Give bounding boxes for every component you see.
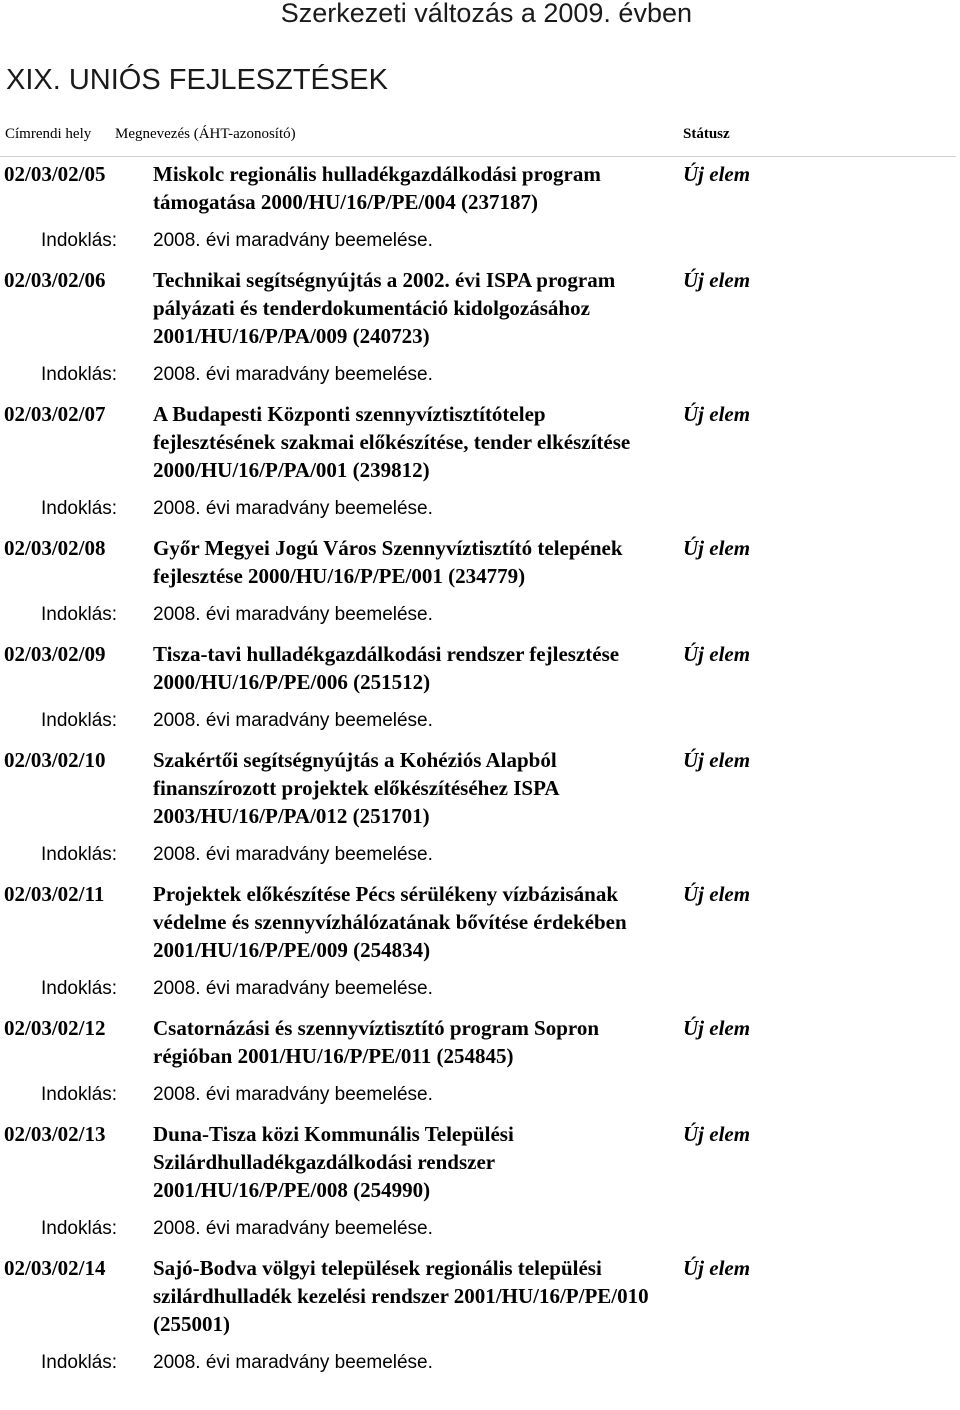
- list-item: [0, 1014, 960, 1120]
- entry-status: Új elem: [683, 1256, 751, 1280]
- entry-main: [0, 640, 673, 696]
- entry-status: Új elem: [683, 748, 751, 772]
- entry-name: Győr Megyei Jogú Város Szennyvíztisztító telepének fejlesztése 2000/HU/16/P/PE/001 (234779): [153, 536, 623, 588]
- entry-main: [0, 1014, 673, 1070]
- entry-name: Projektek előkészítése Pécs sérülékeny vízbázisának védelme és szennyvízhálózatának bővítése érdekében 2001/HU/16/P/PE/009 (254834): [153, 882, 627, 962]
- reason-label: Indoklás:: [41, 364, 118, 385]
- entry-reason: [0, 1338, 960, 1388]
- reason-text: 2008. évi maradvány beemelése.: [153, 710, 433, 731]
- list-item: [0, 1254, 960, 1388]
- entry-main: [0, 880, 673, 964]
- entry-reason: [0, 696, 960, 746]
- entry-name: Szakértői segítségnyújtás a Kohéziós Alapból finanszírozott projektek előkészítéséhez ISPA 2003/HU/16/P/PA/012 (251701): [153, 748, 559, 828]
- entry-status: Új elem: [683, 642, 751, 666]
- reason-label: Indoklás:: [41, 230, 118, 251]
- entry-code: 02/03/02/11: [4, 882, 105, 906]
- entry-reason: [0, 590, 960, 640]
- entry-reason: [0, 484, 960, 534]
- entry-name: Technikai segítségnyújtás a 2002. évi ISPA program pályázati és tenderdokumentáció kidolgozásához 2001/HU/16/P/PA/009 (240723): [153, 268, 616, 348]
- entry-status: Új elem: [683, 402, 751, 426]
- list-item: [0, 266, 960, 400]
- entry-main: [0, 400, 673, 484]
- entry-status: Új elem: [683, 268, 751, 292]
- entry-main: [0, 746, 673, 830]
- entry-code: 02/03/02/14: [4, 1256, 106, 1280]
- entry-list: [0, 160, 960, 1388]
- entry-reason: [0, 1070, 960, 1120]
- entry-name: Duna-Tisza közi Kommunális Települési Szilárdhulladékgazdálkodási rendszer 2001/HU/16/P/PE/008 (254990): [153, 1122, 514, 1202]
- entry-name: A Budapesti Központi szennyvíztisztítótelep fejlesztésének szakmai előkészítése, tender elkészítése 2000/HU/16/P/PA/001 (239812): [153, 402, 631, 482]
- reason-label: Indoklás:: [41, 1218, 118, 1239]
- header-divider: [0, 156, 956, 157]
- entry-status: Új elem: [683, 1016, 751, 1040]
- entry-code: 02/03/02/07: [4, 402, 106, 426]
- list-item: [0, 880, 960, 1014]
- reason-label: Indoklás:: [41, 978, 118, 999]
- entry-reason: [0, 216, 960, 266]
- entry-reason: [0, 964, 960, 1014]
- column-header-status: Státusz: [683, 126, 730, 142]
- column-headers: [0, 126, 960, 148]
- list-item: [0, 640, 960, 746]
- reason-text: 2008. évi maradvány beemelése.: [153, 844, 433, 865]
- entry-status: Új elem: [683, 162, 751, 186]
- reason-label: Indoklás:: [41, 1352, 118, 1373]
- entry-code: 02/03/02/05: [4, 162, 106, 186]
- entry-name: Csatornázási és szennyvíztisztító program Sopron régióban 2001/HU/16/P/PE/011 (254845): [153, 1016, 600, 1068]
- entry-reason: [0, 1204, 960, 1254]
- entry-reason: [0, 830, 960, 880]
- reason-label: Indoklás:: [41, 710, 118, 731]
- reason-text: 2008. évi maradvány beemelése.: [153, 604, 433, 625]
- reason-text: 2008. évi maradvány beemelése.: [153, 978, 433, 999]
- entry-name: Tisza-tavi hulladékgazdálkodási rendszer fejlesztése 2000/HU/16/P/PE/006 (251512): [153, 642, 620, 694]
- reason-text: 2008. évi maradvány beemelése.: [153, 1084, 433, 1105]
- reason-label: Indoklás:: [41, 1084, 118, 1105]
- reason-text: 2008. évi maradvány beemelése.: [153, 364, 433, 385]
- reason-label: Indoklás:: [41, 604, 118, 625]
- reason-text: 2008. évi maradvány beemelése.: [153, 230, 433, 251]
- list-item: [0, 160, 960, 266]
- entry-code: 02/03/02/13: [4, 1122, 106, 1146]
- entry-code: 02/03/02/10: [4, 748, 106, 772]
- reason-label: Indoklás:: [41, 498, 118, 519]
- list-item: [0, 400, 960, 534]
- entry-name: Sajó-Bodva völgyi települések regionális települési szilárdhulladék kezelési rendszer 2001/HU/16/P/PE/010 (255001): [153, 1256, 649, 1336]
- entry-main: [0, 534, 673, 590]
- entry-code: 02/03/02/08: [4, 536, 106, 560]
- list-item: [0, 1120, 960, 1254]
- entry-main: [0, 160, 673, 216]
- document-title: Szerkezeti változás a 2009. évben: [280, 0, 692, 28]
- entry-main: [0, 1254, 673, 1338]
- list-item: [0, 534, 960, 640]
- column-header-cimrendi: Címrendi hely: [5, 126, 92, 142]
- reason-text: 2008. évi maradvány beemelése.: [153, 1218, 433, 1239]
- entry-code: 02/03/02/06: [4, 268, 106, 292]
- entry-main: [0, 1120, 673, 1204]
- entry-status: Új elem: [683, 1122, 751, 1146]
- section-title: XIX. UNIÓS FEJLESZTÉSEK: [6, 64, 388, 96]
- entry-status: Új elem: [683, 536, 751, 560]
- entry-status: Új elem: [683, 882, 751, 906]
- entry-main: [0, 266, 673, 350]
- entry-code: 02/03/02/12: [4, 1016, 106, 1040]
- entry-reason: [0, 350, 960, 400]
- reason-text: 2008. évi maradvány beemelése.: [153, 1352, 433, 1373]
- column-header-megnevezes: Megnevezés (ÁHT-azonosító): [115, 126, 296, 142]
- reason-text: 2008. évi maradvány beemelése.: [153, 498, 433, 519]
- entry-code: 02/03/02/09: [4, 642, 106, 666]
- reason-label: Indoklás:: [41, 844, 118, 865]
- entry-name: Miskolc regionális hulladékgazdálkodási program támogatása 2000/HU/16/P/PE/004 (237187): [153, 162, 601, 214]
- list-item: [0, 746, 960, 880]
